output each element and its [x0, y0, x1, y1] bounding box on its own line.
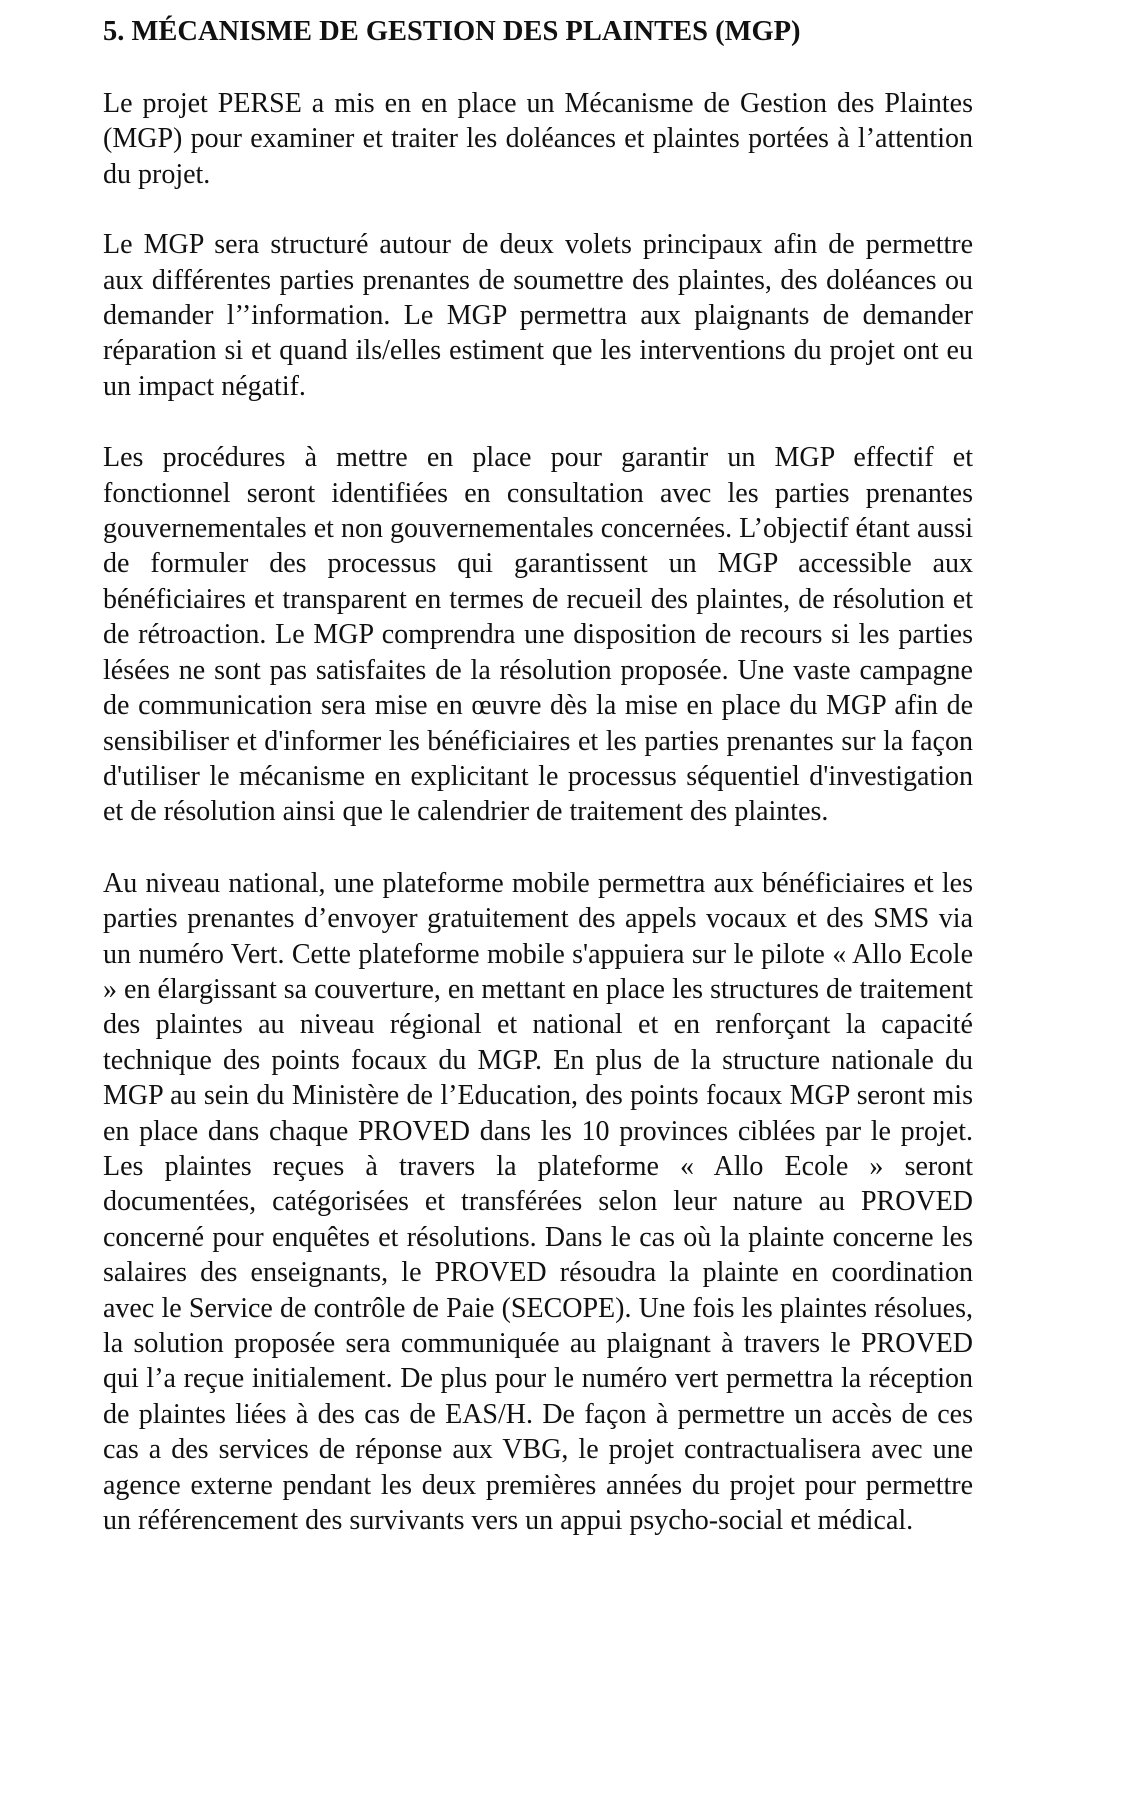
paragraph-structure: Le MGP sera structuré autour de deux volets principaux afin de permettre aux différentes parties prenantes de soumettre des plaintes, des doléances ou demander l’’information. Le MGP permettra aux plaignants de demander réparation si et quand ils/elles estiment que les interventions du projet ont eu un impact négatif.: [103, 229, 973, 402]
paragraph-intro: Le projet PERSE a mis en en place un Mécanisme de Gestion des Plaintes (MGP) pour examiner et traiter les doléances et plaintes portées à l’attention du projet.: [103, 88, 973, 190]
paragraph-procedures: Les procédures à mettre en place pour garantir un MGP effectif et fonctionnel seront identifiées en consultation avec les parties prenantes gouvernementales et non gouvernementales concernées. L’objectif étant aussi de formuler des processus qui garantissent un MGP accessible aux bénéficiaires et transparent en termes de recueil des plaintes, de résolution et de rétroaction. Le MGP comprendra une disposition de recours si les parties lésées ne sont pas satisfaites de la résolution proposée. Une vaste campagne de communication sera mise en œuvre dès la mise en place du MGP afin de sensibiliser et d'informer les bénéficiaires et les parties prenantes sur la façon d'utiliser le mécanisme en explicitant le processus séquentiel d'investigation et de résolution ainsi que le calendrier de traitement des plaintes.: [103, 442, 973, 828]
document-page: [103, 10, 973, 1538]
paragraph-national-level: Au niveau national, une plateforme mobile permettra aux bénéficiaires et les parties prenantes d’envoyer gratuitement des appels vocaux et des SMS via un numéro Vert. Cette plateforme mobile s'appuiera sur le pilote « Allo Ecole » en élargissant sa couverture, en mettant en place les structures de traitement des plaintes au niveau régional et national et en renforçant la capacité technique des points focaux du MGP. En plus de la structure nationale du MGP au sein du Ministère de l’Education, des points focaux MGP seront mis en place dans chaque PROVED dans les 10 provinces ciblées par le projet. Les plaintes reçues à travers la plateforme « Allo Ecole » seront documentées, catégorisées et transférées selon leur nature au PROVED concerné pour enquêtes et résolutions. Dans le cas où la plainte concerne les salaires des enseignants, le PROVED résoudra la plainte en coordination avec le Service de contrôle de Paie (SECOPE). Une fois les plaintes résolues, la solution proposée sera communiquée au plaignant à travers le PROVED qui l’a reçue initialement. De plus pour le numéro vert permettra la réception de plaintes liées à des cas de EAS/H. De façon à permettre un accès de ces cas a des services de réponse aux VBG, le projet contractualisera avec une agence externe pendant les deux premières années du projet pour permettre un référencement des survivants vers un appui psycho-social et médical.: [103, 867, 973, 1537]
section-heading: 5. MÉCANISME DE GESTION DES PLAINTES (MGP): [103, 16, 801, 47]
